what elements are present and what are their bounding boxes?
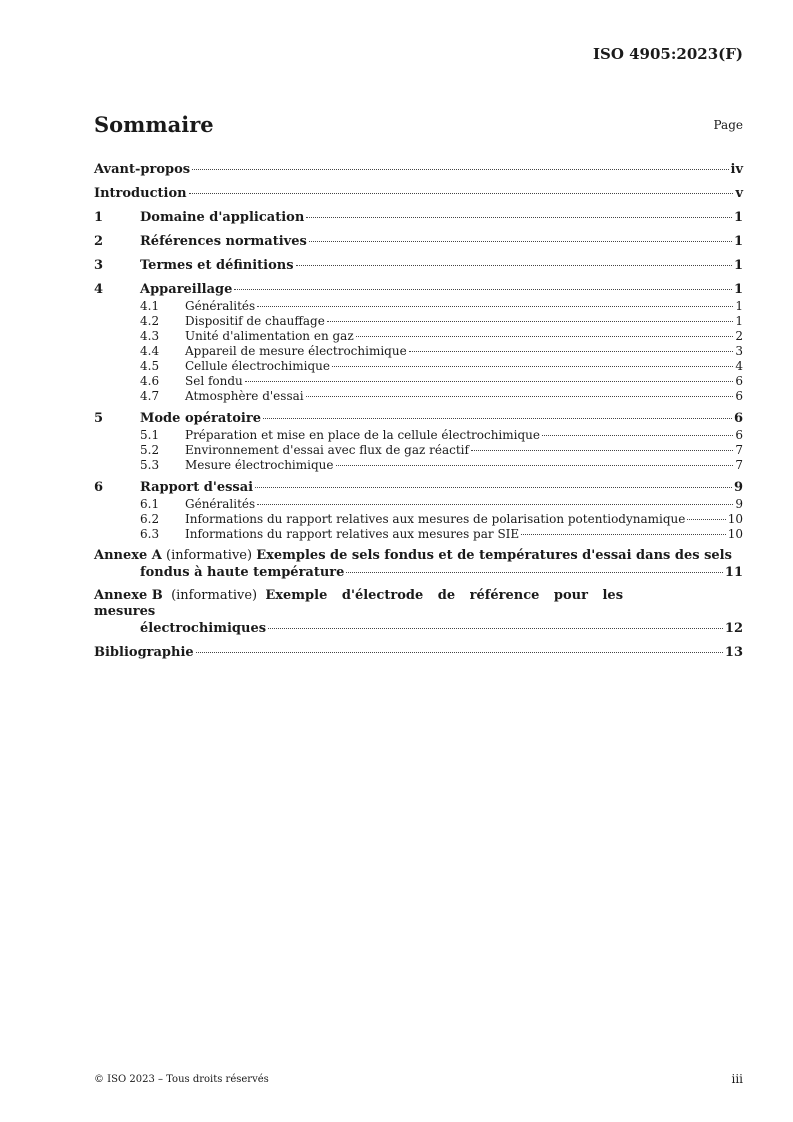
dot-leader <box>332 366 733 367</box>
toc-entry[interactable] <box>94 443 743 458</box>
toc-page: 6 <box>735 374 743 388</box>
annex-title: Exemples de sels fondus et de températures d'essai dans des sels <box>256 548 732 563</box>
toc-text: Avant-propos <box>94 162 191 177</box>
annex-label: Annexe A <box>94 548 162 563</box>
toc-page: iv <box>730 162 743 177</box>
toc-text: Appareil de mesure électrochimique <box>185 344 407 358</box>
annex-info: (informative) <box>171 588 258 603</box>
toc-text: Mode opératoire <box>140 411 261 426</box>
dot-leader <box>336 465 734 466</box>
toc-number: 4.5 <box>140 359 160 373</box>
dot-leader <box>542 435 733 436</box>
toc-page: 3 <box>735 344 743 358</box>
toc-text: Domaine d'application <box>140 210 305 225</box>
toc-text: Unité d'alimentation en gaz <box>185 329 354 343</box>
toc-page: 7 <box>735 458 743 472</box>
page-title: Sommaire <box>94 112 214 137</box>
toc-number: 5 <box>94 411 104 426</box>
toc-text: Bibliographie <box>94 645 194 660</box>
dot-leader <box>255 487 732 488</box>
toc-entry[interactable] <box>94 359 743 374</box>
annex-info: (informative) <box>166 548 253 563</box>
footer-copyright: © ISO 2023 – Tous droits réservés <box>94 1074 269 1085</box>
toc-entry[interactable] <box>94 344 743 359</box>
toc-number: 6.3 <box>140 527 160 541</box>
toc-entry[interactable] <box>94 374 743 389</box>
footer-page-number: iii <box>731 1072 743 1086</box>
toc-text: Sel fondu <box>185 374 243 388</box>
toc-page: 1 <box>733 282 743 297</box>
toc-entry[interactable] <box>94 299 743 314</box>
toc-number: 6.1 <box>140 497 160 511</box>
toc-bibliography[interactable] <box>94 644 743 662</box>
toc-page: 1 <box>733 234 743 249</box>
toc-page: 11 <box>724 565 743 580</box>
toc-text: Généralités <box>185 497 256 511</box>
toc-text: Informations du rapport relatives aux mesures de polarisation potentiodynamique <box>185 512 686 526</box>
toc-number: 5.3 <box>140 458 160 472</box>
dot-leader <box>306 396 734 397</box>
toc-entry[interactable] <box>94 185 743 203</box>
toc-entry[interactable] <box>94 458 743 473</box>
toc-entry[interactable] <box>94 479 743 497</box>
toc-number: 4.7 <box>140 389 160 403</box>
toc-entry[interactable] <box>94 512 743 527</box>
dot-leader <box>306 217 732 218</box>
dot-leader <box>257 504 733 505</box>
toc-number: 5.2 <box>140 443 160 457</box>
toc-number: 5.1 <box>140 428 160 442</box>
toc-number: 4.2 <box>140 314 160 328</box>
toc-text: Cellule électrochimique <box>185 359 331 373</box>
toc-text: Informations du rapport relatives aux mesures par SIE <box>185 527 520 541</box>
dot-leader <box>356 336 734 337</box>
toc-number: 6.2 <box>140 512 160 526</box>
toc-page: 9 <box>733 480 743 495</box>
toc-page: 2 <box>735 329 743 343</box>
toc-page: 12 <box>724 621 743 636</box>
toc-annex-b[interactable] <box>94 588 743 638</box>
toc-entry[interactable] <box>94 497 743 512</box>
toc-text: Mesure électrochimique <box>185 458 334 472</box>
dot-leader <box>309 241 732 242</box>
toc-page: 10 <box>727 527 743 541</box>
dot-leader <box>521 534 726 535</box>
toc-number: 1 <box>94 210 104 225</box>
dot-leader <box>296 265 732 266</box>
dot-leader <box>257 306 733 307</box>
toc-entry[interactable] <box>94 161 743 179</box>
toc-text: Dispositif de chauffage <box>185 314 325 328</box>
toc-entry[interactable] <box>94 329 743 344</box>
toc-number: 4.4 <box>140 344 160 358</box>
toc-text: Rapport d'essai <box>140 480 254 495</box>
toc-entry[interactable] <box>94 281 743 299</box>
toc-page: 4 <box>735 359 743 373</box>
toc-page: 7 <box>735 443 743 457</box>
toc-entry[interactable] <box>94 233 743 251</box>
toc-number: 4.1 <box>140 299 160 313</box>
dot-leader <box>234 289 732 290</box>
annex-title: Exemple d'électrode de référence pour les mesures <box>94 588 624 619</box>
toc-text: Introduction <box>94 186 187 201</box>
dot-leader <box>192 169 728 170</box>
toc-page: 10 <box>727 512 743 526</box>
toc-text: Appareillage <box>140 282 233 297</box>
toc-number: 2 <box>94 234 104 249</box>
page-column-label: Page <box>713 118 743 132</box>
toc-entry[interactable] <box>94 257 743 275</box>
toc-annex-a[interactable] <box>94 548 743 582</box>
toc-page: 9 <box>735 497 743 511</box>
toc-text: Termes et définitions <box>140 258 294 273</box>
dot-leader <box>327 321 734 322</box>
page-header: ISO 4905:2023(F) <box>592 45 743 63</box>
annex-label: Annexe B <box>94 588 163 603</box>
dot-leader <box>245 381 734 382</box>
toc-number: 4 <box>94 282 104 297</box>
toc-page: 13 <box>724 645 743 660</box>
dot-leader <box>409 351 734 352</box>
toc-page: 6 <box>735 389 743 403</box>
dot-leader <box>687 519 725 520</box>
toc-entry[interactable] <box>94 410 743 428</box>
toc-entry[interactable] <box>94 389 743 404</box>
annex-title-cont: fondus à haute température <box>140 565 345 580</box>
toc-entry[interactable] <box>94 527 743 542</box>
dot-leader <box>471 450 733 451</box>
toc-number: 4.3 <box>140 329 160 343</box>
table-of-contents <box>94 155 743 662</box>
toc-text: Environnement d'essai avec flux de gaz réactif <box>185 443 469 457</box>
toc-number: 6 <box>94 480 104 495</box>
annex-title-cont: électrochimiques <box>140 621 267 636</box>
toc-page: 1 <box>733 258 743 273</box>
toc-entry[interactable] <box>94 209 743 227</box>
toc-page: 1 <box>735 299 743 313</box>
toc-entry[interactable] <box>94 314 743 329</box>
toc-text: Atmosphère d'essai <box>185 389 304 403</box>
toc-page: 1 <box>733 210 743 225</box>
toc-text: Références normatives <box>140 234 307 249</box>
toc-text: Généralités <box>185 299 256 313</box>
toc-page: 6 <box>733 411 743 426</box>
dot-leader <box>189 193 734 194</box>
toc-entry[interactable] <box>94 428 743 443</box>
toc-page: 1 <box>735 314 743 328</box>
toc-text: Préparation et mise en place de la cellule électrochimique <box>185 428 540 442</box>
toc-page: 6 <box>735 428 743 442</box>
dot-leader <box>263 418 732 419</box>
toc-number: 4.6 <box>140 374 160 388</box>
toc-page: v <box>735 186 743 201</box>
toc-number: 3 <box>94 258 104 273</box>
